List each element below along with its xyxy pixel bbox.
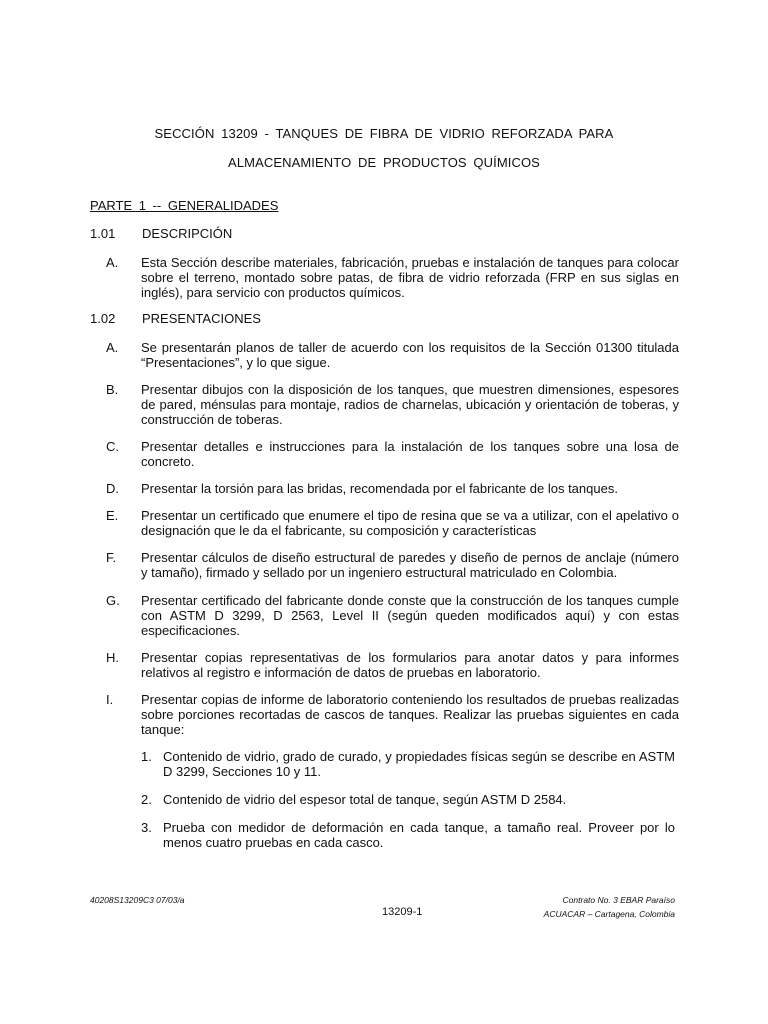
subitem-number: 2. [141, 792, 152, 807]
item-letter: C. [106, 439, 119, 454]
item-letter: B. [106, 382, 119, 397]
item-letter: A. [106, 340, 119, 355]
page-number: 13209-1 [382, 906, 423, 918]
footer-contract: Contrato No. 3 EBAR Paraíso [562, 895, 675, 905]
section-number: 1.02 [90, 311, 116, 326]
item-text: Presentar cálculos de diseño estructural de paredes y diseño de pernos de anclaje (número y tamaño), firmado y sellado por un ingeniero estructural matriculado en Colombia. [141, 550, 679, 580]
section-label: PRESENTACIONES [142, 311, 261, 326]
item-letter: H. [106, 650, 119, 665]
section-label: DESCRIPCIÓN [142, 226, 233, 241]
item-text: Se presentarán planos de taller de acuerdo con los requisitos de la Sección 01300 titulada “Presentaciones”, y lo que sigue. [141, 340, 679, 370]
subitem-text: Contenido de vidrio del espesor total de tanque, según ASTM D 2584. [163, 792, 567, 807]
section-subtitle: ALMACENAMIENTO DE PRODUCTOS QUÍMICOS [228, 155, 540, 170]
item-text: Presentar certificado del fabricante donde conste que la construcción de los tanques cumple con ASTM D 3299, D 2563, Level II (según queden modificados aquí) y con estas especificaciones. [141, 593, 679, 638]
item-text: Presentar copias representativas de los formularios para anotar datos y para informes relativos al registro e información de datos de pruebas en laboratorio. [141, 650, 679, 680]
item-letter: G. [106, 593, 120, 608]
footer-client: ACUACAR – Cartagena, Colombia [543, 909, 675, 919]
item-text: Esta Sección describe materiales, fabricación, pruebas e instalación de tanques para colocar sobre el terreno, montado sobre patas, de fibra de vidrio reforzada (FRP en sus siglas en inglés), para servicio con productos químicos. [141, 255, 679, 300]
subitem-number: 1. [141, 749, 152, 764]
subitem-text: Prueba con medidor de deformación en cada tanque, a tamaño real. Proveer por lo menos cuatro pruebas en cada casco. [163, 820, 675, 850]
section-title: SECCIÓN 13209 - TANQUES DE FIBRA DE VIDRIO REFORZADA PARA [154, 126, 614, 141]
item-letter: E. [106, 508, 119, 523]
item-text: Presentar la torsión para las bridas, recomendada por el fabricante de los tanques. [141, 481, 618, 496]
part-heading: PARTE 1 -- GENERALIDADES [90, 198, 279, 213]
item-letter: A. [106, 255, 119, 270]
footer-document-code: 40208S13209C3 07/03/a [90, 895, 185, 905]
section-number: 1.01 [90, 226, 116, 241]
subitem-number: 3. [141, 820, 152, 835]
item-letter: I. [106, 692, 114, 707]
item-text: Presentar copias de informe de laboratorio conteniendo los resultados de pruebas realizadas sobre porciones recortadas de cascos de tanques. Realizar las pruebas siguientes en cada tanque: [141, 692, 679, 737]
item-text: Presentar dibujos con la disposición de los tanques, que muestren dimensiones, espesores de pared, ménsulas para montaje, radios de charnelas, ubicación y orientación de toberas, y construcción de toberas. [141, 382, 679, 427]
item-text: Presentar detalles e instrucciones para la instalación de los tanques sobre una losa de concreto. [141, 439, 679, 469]
item-letter: F. [106, 550, 117, 565]
item-letter: D. [106, 481, 119, 496]
subitem-text: Contenido de vidrio, grado de curado, y propiedades físicas según se describe en ASTM D 3299, Secciones 10 y 11. [163, 749, 675, 779]
item-text: Presentar un certificado que enumere el tipo de resina que se va a utilizar, con el apelativo o designación que le da el fabricante, su composición y características [141, 508, 679, 538]
